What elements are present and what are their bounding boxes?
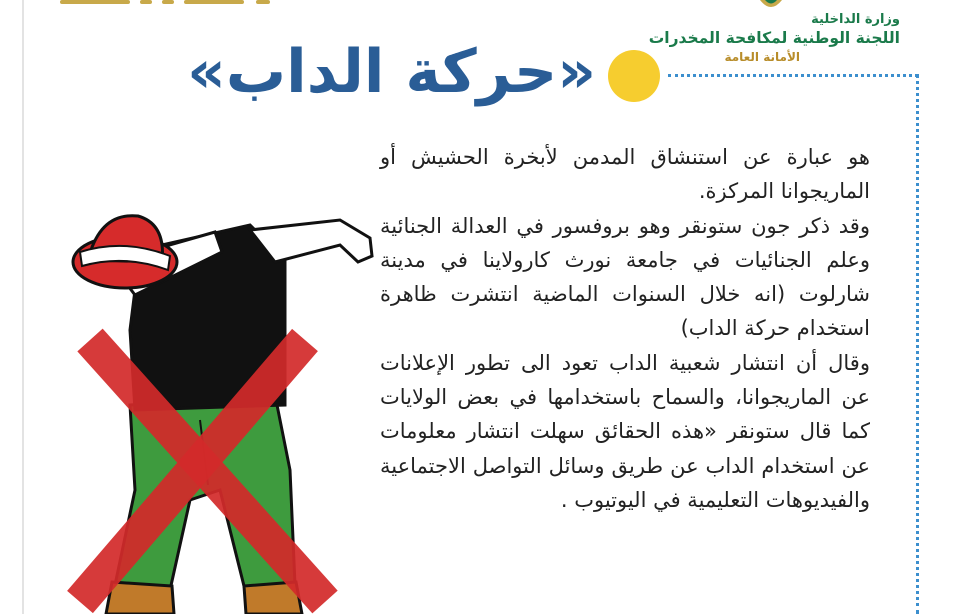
ministry-name: وزارة الداخلية <box>811 12 900 27</box>
secretariat-name: الأمانة العامة <box>724 50 800 64</box>
page-title: «حركة الداب» <box>187 37 596 107</box>
page-left-border <box>22 0 24 614</box>
dotted-frame-top <box>668 74 918 77</box>
top-decorative-strip <box>60 0 280 6</box>
ministry-emblem-icon <box>758 0 784 12</box>
left-shoe-shape <box>106 582 174 614</box>
article-paragraph-3: وقال أن انتشار شعبية الداب تعود الى تطور الإعلانات عن الماريجوانا، والسماح باستخدامها في بعض الولايات كما قال ستونقر «هذه الحقائق سهلت انتشار معلومات عن استخدام الداب عن طريق وسائل التواصل الاجتماعية والفيديوهات التعليمية في اليوتيوب . <box>380 350 870 512</box>
right-arm-shape <box>250 220 372 262</box>
article-body <box>380 140 870 517</box>
article-paragraph-1: هو عبارة عن استنشاق المدمن لأبخرة الحشيش أو الماريجوانا المركزة. <box>380 145 870 204</box>
article-paragraph-2: وقد ذكر جون ستونقر وهو بروفسور في العدالة الجنائية وعلم الجنائيات في جامعة نورث كارولاينا في مدينة شارلوت (انه خلال السنوات الماضية انتشرت ظاهرة استخدام حركة الداب) <box>380 213 870 341</box>
committee-name: اللجنة الوطنية لمكافحة المخدرات <box>648 29 900 47</box>
dabbing-figure-illustration <box>40 190 380 614</box>
dotted-frame-right <box>916 74 919 614</box>
title-bullet-dot <box>608 50 660 102</box>
